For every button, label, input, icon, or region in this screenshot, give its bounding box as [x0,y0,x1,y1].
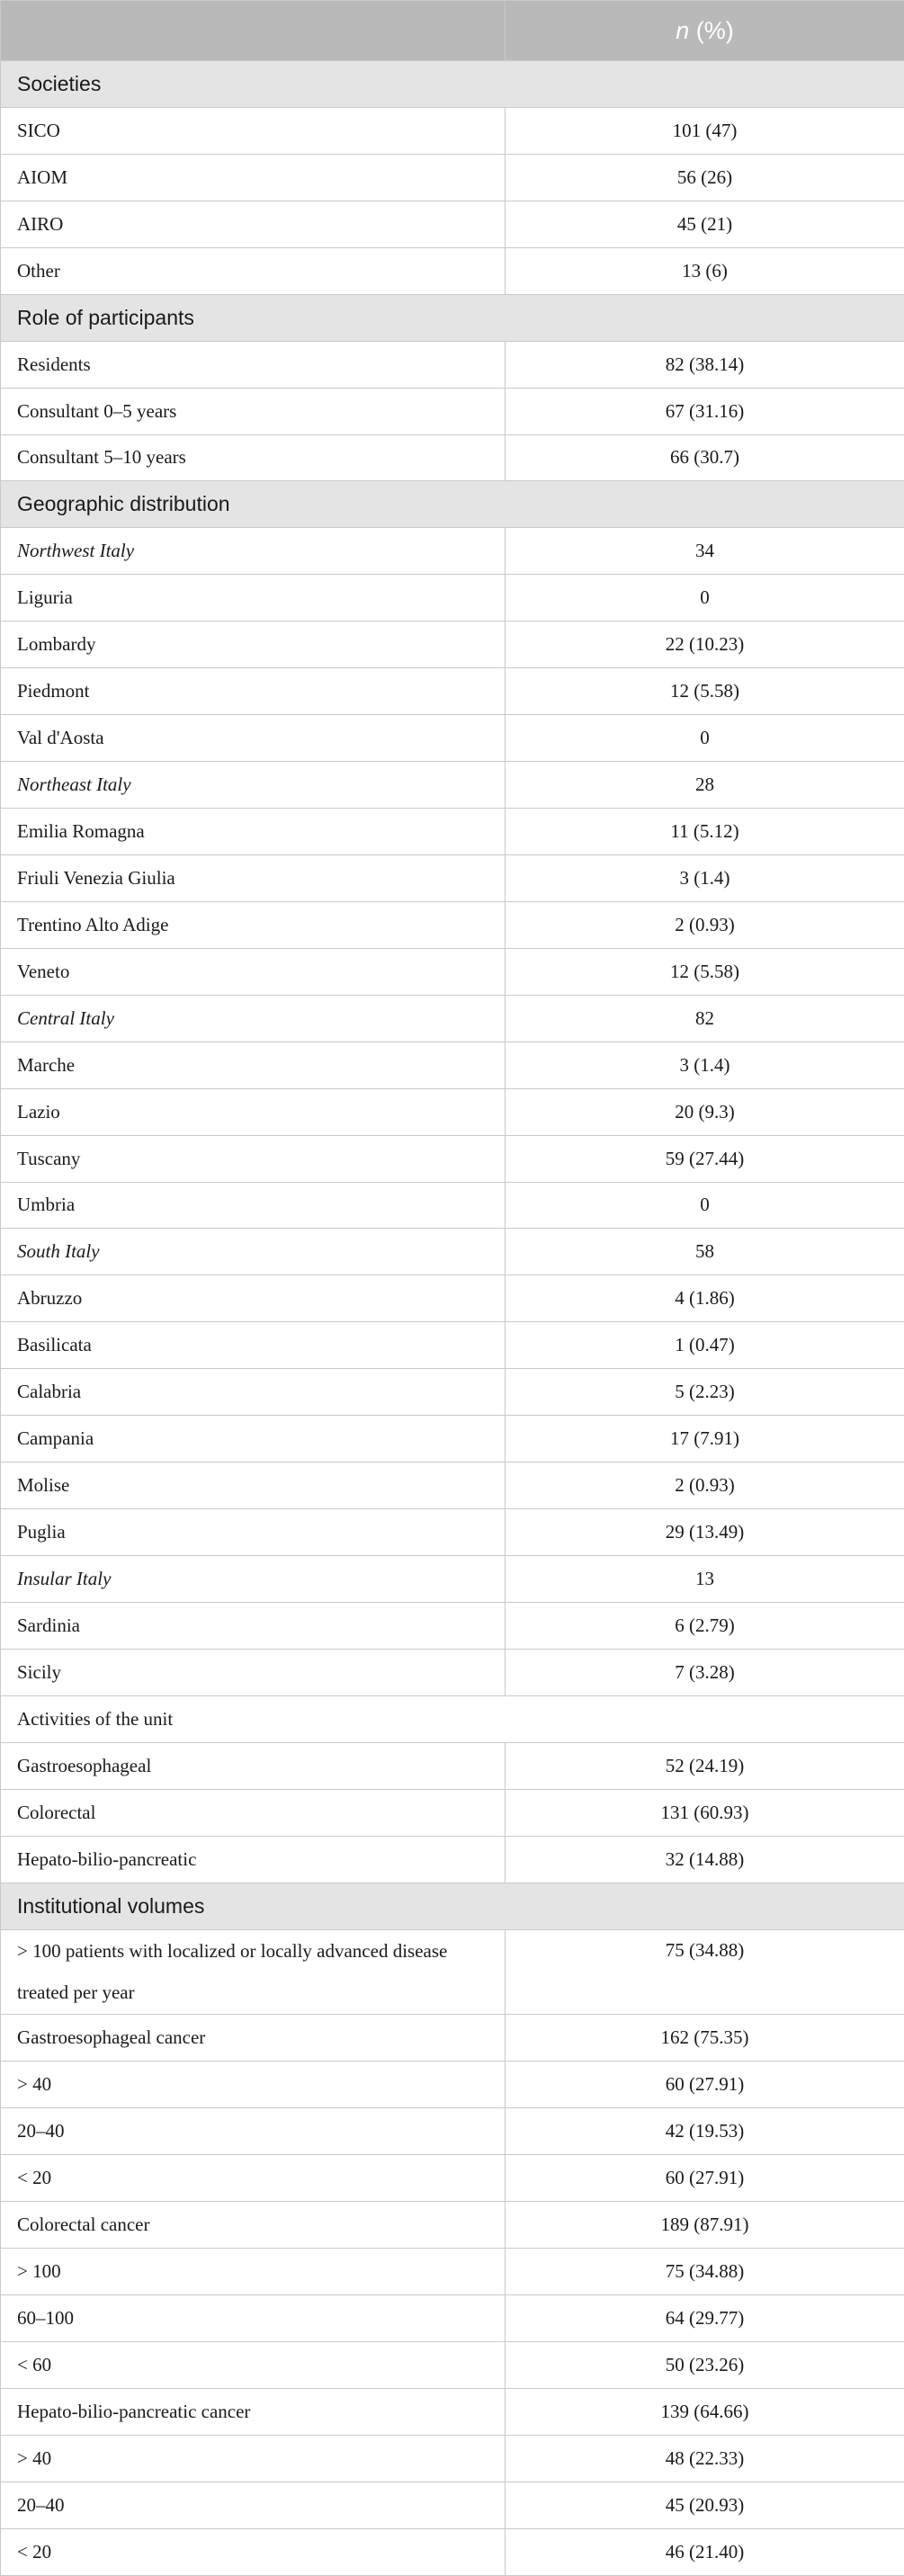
header-value-column [506,1,904,61]
row-label: < 60 [1,2341,506,2388]
table-row [1,1649,904,1695]
row-value: 60 (27.91) [506,2155,904,2202]
table-row [1,901,904,948]
row-label: Abruzzo [1,1275,506,1322]
row-label: Val d'Aosta [1,715,506,762]
row-value: 189 (87.91) [506,2201,904,2248]
table-row [1,2528,904,2575]
table-row [1,2155,904,2202]
row-label: 60–100 [1,2294,506,2341]
row-value: 52 (24.19) [506,1742,904,1789]
row-value: 162 (75.35) [506,2015,904,2062]
table-row [1,2435,904,2482]
table-row [1,528,904,575]
table-row [1,1602,904,1649]
row-value: 2 (0.93) [506,901,904,948]
table-row [1,1182,904,1229]
table-row [1,388,904,434]
row-label: 20–40 [1,2108,506,2155]
row-value: 131 (60.93) [506,1789,904,1836]
row-value: 58 [506,1229,904,1275]
table-row [1,1556,904,1603]
section-header-row [1,481,904,528]
section-header-row [1,294,904,341]
row-label: Colorectal cancer [1,2201,506,2248]
table-row [1,948,904,995]
row-value: 4 (1.86) [506,1275,904,1322]
row-value: 3 (1.4) [506,854,904,901]
row-label: > 100 patients with localized or locally advanced disease treated per year [1,1929,506,2015]
row-label: Umbria [1,1182,506,1229]
row-value: 0 [506,575,904,622]
table-row [1,341,904,388]
table-row [1,2294,904,2341]
row-label: > 40 [1,2062,506,2108]
row-value: 60 (27.91) [506,2062,904,2108]
row-value: 22 (10.23) [506,622,904,668]
row-value: 3 (1.4) [506,1042,904,1088]
table-row [1,2248,904,2294]
row-value: 45 (20.93) [506,2482,904,2528]
row-label: SICO [1,107,506,154]
table-row [1,2108,904,2155]
row-label: Other [1,247,506,294]
row-value: 1 (0.47) [506,1322,904,1369]
row-label: Sicily [1,1649,506,1695]
table-row [1,2341,904,2388]
section-label: Activities of the unit [1,1695,904,1742]
row-value: 56 (26) [506,154,904,201]
table-row [1,1789,904,1836]
row-label: Central Italy [1,995,506,1042]
row-label: Campania [1,1416,506,1462]
row-value: 5 (2.23) [506,1369,904,1416]
row-value: 0 [506,1182,904,1229]
row-label: Lombardy [1,622,506,668]
row-label: AIOM [1,154,506,201]
row-label: Puglia [1,1509,506,1556]
table-row [1,1742,904,1789]
row-value: 32 (14.88) [506,1836,904,1883]
row-value: 50 (23.26) [506,2341,904,2388]
table-row [1,201,904,247]
row-label: Hepato-bilio-pancreatic cancer [1,2388,506,2435]
table-row [1,1322,904,1369]
row-value: 42 (19.53) [506,2108,904,2155]
row-label: < 20 [1,2528,506,2575]
row-label: Tuscany [1,1135,506,1182]
table-row [1,762,904,809]
row-value: 67 (31.16) [506,388,904,434]
row-value: 75 (34.88) [506,1929,904,2015]
row-value: 64 (29.77) [506,2294,904,2341]
table-row [1,1416,904,1462]
row-label: Sardinia [1,1602,506,1649]
row-value: 82 (38.14) [506,341,904,388]
row-value: 12 (5.58) [506,668,904,715]
row-label: Calabria [1,1369,506,1416]
row-label: Veneto [1,948,506,995]
table-row [1,1135,904,1182]
table-row [1,1042,904,1088]
row-label: Piedmont [1,668,506,715]
table-row [1,1088,904,1135]
table-row [1,2015,904,2062]
header-label-column [1,1,506,61]
header-percent: (%) [689,16,734,44]
table-row [1,995,904,1042]
header-n: n [676,16,690,44]
table-row [1,1509,904,1556]
section-label: Institutional volumes [1,1883,904,1929]
table-row [1,1462,904,1509]
row-label: South Italy [1,1229,506,1275]
table-row [1,854,904,901]
row-label: 20–40 [1,2482,506,2528]
row-label: Marche [1,1042,506,1088]
row-label: Basilicata [1,1322,506,1369]
row-label: AIRO [1,201,506,247]
row-value: 20 (9.3) [506,1088,904,1135]
row-label: Lazio [1,1088,506,1135]
table-row [1,1929,904,2015]
row-label: > 100 [1,2248,506,2294]
row-value: 7 (3.28) [506,1649,904,1695]
table-row [1,154,904,201]
row-label: Molise [1,1462,506,1509]
row-value: 2 (0.93) [506,1462,904,1509]
row-label: > 40 [1,2435,506,2482]
section-label: Role of participants [1,294,904,341]
row-value: 34 [506,528,904,575]
table-row [1,2062,904,2108]
row-value: 82 [506,995,904,1042]
table-row [1,1275,904,1322]
row-value: 75 (34.88) [506,2248,904,2294]
table-row [1,247,904,294]
row-label: Gastroesophageal cancer [1,2015,506,2062]
row-label: Friuli Venezia Giulia [1,854,506,901]
row-value: 6 (2.79) [506,1602,904,1649]
row-value: 59 (27.44) [506,1135,904,1182]
row-label: Emilia Romagna [1,809,506,855]
table-row [1,1229,904,1275]
row-label: Consultant 0–5 years [1,388,506,434]
table-row [1,575,904,622]
row-value: 12 (5.58) [506,948,904,995]
row-label: Insular Italy [1,1556,506,1603]
row-value: 48 (22.33) [506,2435,904,2482]
header-row [1,1,904,61]
row-label: Trentino Alto Adige [1,901,506,948]
row-label: Northeast Italy [1,762,506,809]
row-value: 17 (7.91) [506,1416,904,1462]
row-value: 11 (5.12) [506,809,904,855]
row-value: 139 (64.66) [506,2388,904,2435]
row-label: Residents [1,341,506,388]
row-value: 28 [506,762,904,809]
section-label: Societies [1,61,904,108]
row-value: 45 (21) [506,201,904,247]
row-value: 13 [506,1556,904,1603]
row-label: < 20 [1,2155,506,2202]
row-label: Northwest Italy [1,528,506,575]
row-value: 66 (30.7) [506,434,904,481]
row-label: Liguria [1,575,506,622]
table-row [1,715,904,762]
row-value: 0 [506,715,904,762]
subsection-row [1,1695,904,1742]
table-row [1,668,904,715]
row-value: 46 (21.40) [506,2528,904,2575]
table-row [1,107,904,154]
table-row [1,2388,904,2435]
section-header-row [1,61,904,108]
table-row [1,1836,904,1883]
table-body [1,61,904,2576]
table-row [1,2482,904,2528]
table-row [1,434,904,481]
row-value: 13 (6) [506,247,904,294]
table-row [1,1369,904,1416]
section-label: Geographic distribution [1,481,904,528]
row-value: 101 (47) [506,107,904,154]
row-label: Gastroesophageal [1,1742,506,1789]
row-value: 29 (13.49) [506,1509,904,1556]
table-row [1,622,904,668]
row-label: Colorectal [1,1789,506,1836]
row-label: Hepato-bilio-pancreatic [1,1836,506,1883]
table-row [1,2201,904,2248]
row-label: Consultant 5–10 years [1,434,506,481]
table-row [1,809,904,855]
section-header-row [1,1883,904,1929]
